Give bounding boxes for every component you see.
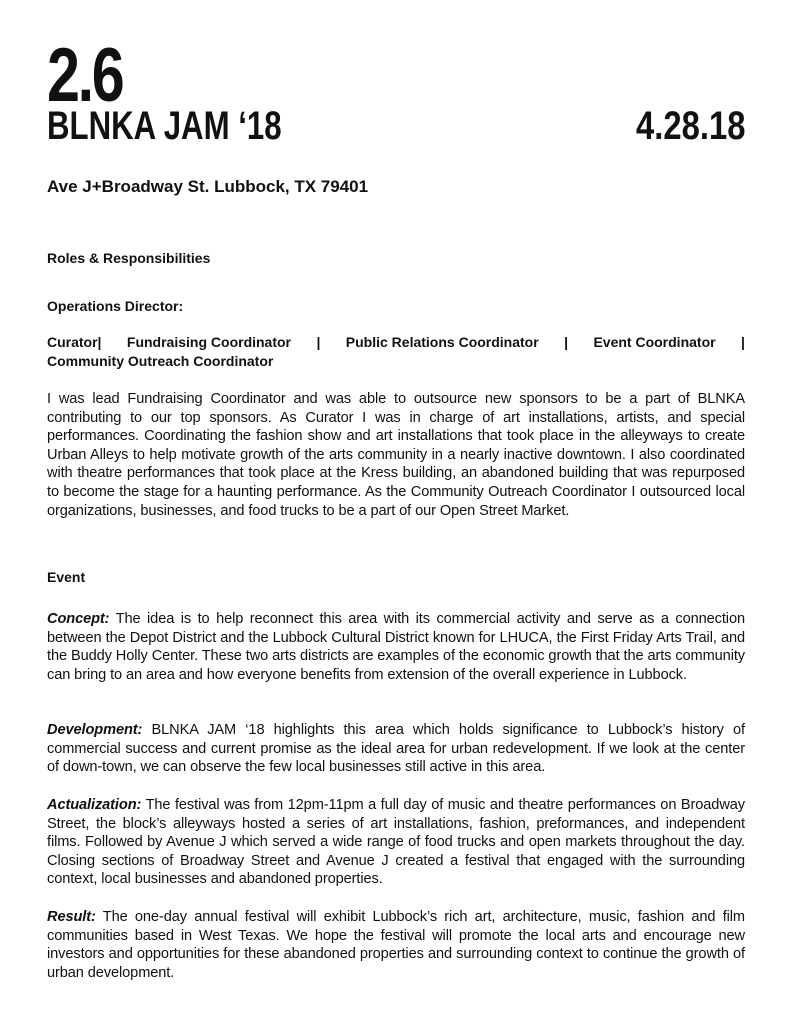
role-title: Event Coordinator (593, 334, 716, 350)
concept-text: The idea is to help reconnect this area with its commercial activity and serve as a connection between the Depot District and the Lubbock Cultural District known for LHUCA, the First Friday Arts Trail, and the Buddy Holly Center. These two arts districts are examples of the economic growth that the arts community can bring to an area and how everyone benefits from extension of the overall experience in Lubbock. (47, 611, 745, 683)
actualization-text: The festival was from 12pm-11pm a full day of music and theatre performances on Broadway Street, the block’s alleyways hosted a series of art installations, fashion, preformances, and independent films. Followed by Avenue J which served a wide range of food trucks and open markets throughout the day. Closing sections of Broadway Street and Avenue J created a festival that engaged with the surrounding context, local businesses and abandoned properties. (47, 797, 745, 888)
actualization-label: Actualization: (47, 797, 142, 813)
event-title: BLNKA JAM ‘18 (47, 104, 282, 148)
concept-paragraph (47, 610, 745, 684)
role-separator: | (564, 334, 569, 350)
result-paragraph (47, 908, 745, 982)
role-separator: | (316, 334, 321, 350)
event-date: 4.28.18 (635, 104, 745, 148)
roles-description: I was lead Fundraising Coordinator and was able to outsource new sponsors to be a part of BLNKA contributing to our top sponsors. As Curator I was in charge of art installations, artists, and special performances. Coordinating the fashion show and art installations that took place in the alleyways to create Urban Alleys to help motivate growth of the arts community in a nearly inactive downtown. I also coordinated with theatre performances that took place at the Kress building, an abandoned building that was repurposed to become the stage for a haunting performance. As the Community Outreach Coordinator I outsourced local organizations, businesses, and food trucks to be a part of our Open Street Market. (47, 391, 745, 519)
role-title: Curator| (47, 334, 102, 350)
development-label: Development: (47, 722, 143, 738)
event-address: Ave J+Broadway St. Lubbock, TX 79401 (47, 177, 369, 196)
role-separator: | (741, 334, 745, 350)
role-title: Fundraising Coordinator (126, 334, 292, 350)
development-paragraph (47, 721, 745, 777)
event-heading: Event (47, 569, 86, 585)
roles-heading: Roles & Responsibilities (47, 250, 211, 266)
concept-label: Concept: (47, 611, 110, 627)
actualization-paragraph (47, 796, 745, 889)
title-row (47, 104, 745, 148)
result-text: The one-day annual festival will exhibit Lubbock’s rich art, architecture, music, fashion and film communities based in West Texas. We hope the festival will promote the local arts and encourage new investors and opportunities for these abandoned properties and surrounding context to continue the growth of urban development. (47, 909, 745, 981)
roles-titles-line (47, 333, 745, 352)
section-number: 2.6 (47, 33, 123, 118)
roles-titles (47, 333, 745, 371)
result-label: Result: (47, 909, 96, 925)
role-title: Community Outreach Coordinator (47, 353, 274, 369)
position-label: Operations Director: (47, 298, 184, 314)
role-title: Public Relations Coordinator (345, 334, 539, 350)
development-text: BLNKA JAM ‘18 highlights this area which holds significance to Lubbock’s history of commercial success and current promise as the ideal area for urban redevelopment. If we look at the center of down-town, we can observe the few local businesses still active in this area. (47, 722, 745, 776)
